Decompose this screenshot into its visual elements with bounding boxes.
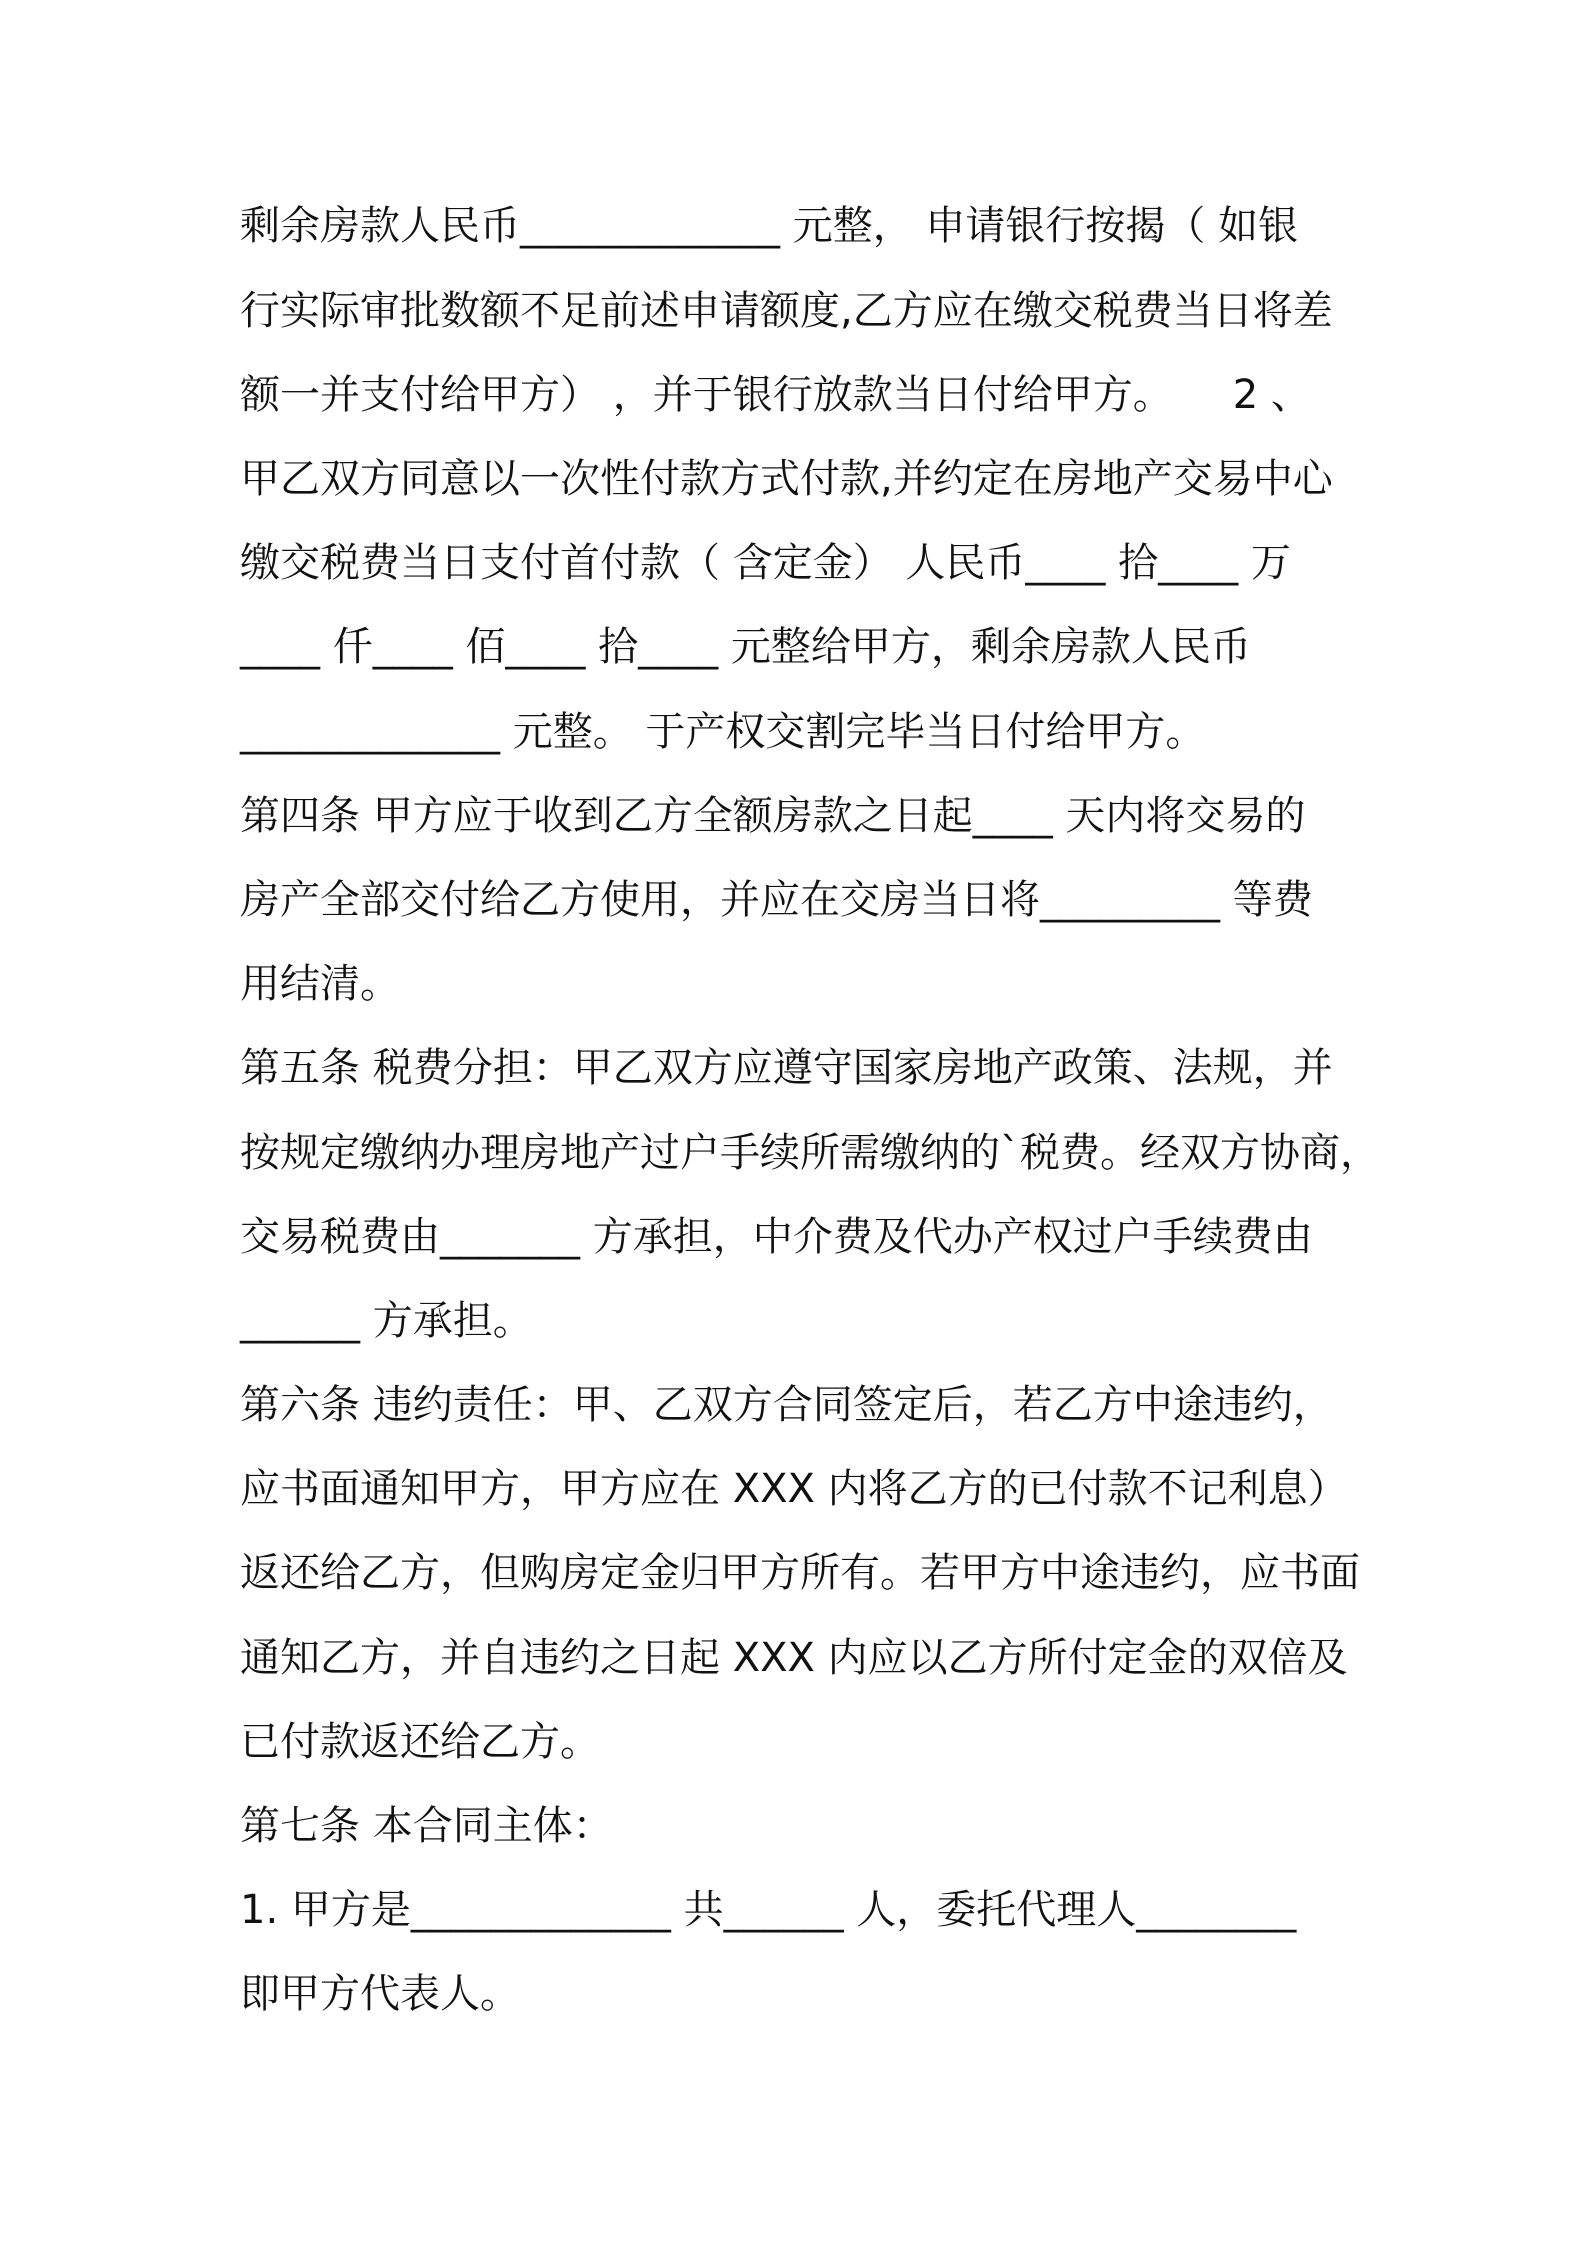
text-line: 缴交税费当日支付首付款（ 含定金） 人民币____ 拾____ 万 xyxy=(240,540,1291,586)
text-line: 行实际审批数额不足前述申请额度,乙方应在缴交税费当日将差 xyxy=(240,288,1333,334)
text-line: 交易税费由_______ 方承担，中介费及代办产权过户手续费由 xyxy=(240,1214,1313,1260)
text-line: 额一并支付给甲方） ，并于银行放款当日付给甲方。 2 、 xyxy=(240,372,1311,418)
article-7-line: 第七条 本合同主体： xyxy=(240,1803,613,1849)
text-line: 剩余房款人民币_____________ 元整， 申请银行按揭（ 如银 xyxy=(240,203,1299,249)
text-line: ______ 方承担。 xyxy=(240,1298,533,1344)
text-line: 房产全部交付给乙方使用，并应在交房当日将_________ 等费 xyxy=(240,877,1313,923)
text-line: 返还给乙方，但购房定金归甲方所有。若甲方中途违约，应书面 xyxy=(240,1550,1360,1596)
article-6-line: 第六条 违约责任：甲、乙双方合同签定后，若乙方中途违约， xyxy=(240,1382,1333,1428)
text-line: 应书面通知甲方，甲方应在 XXX 内将乙方的已付款不记利息） xyxy=(240,1466,1348,1512)
text-line: 按规定缴纳办理房地产过户手续所需缴纳的`税费。经双方协商， xyxy=(240,1130,1380,1176)
article-4-line: 第四条 甲方应于收到乙方全额房款之日起____ 天内将交易的 xyxy=(240,793,1306,839)
text-line: _____________ 元整。 于产权交割完毕当日付给甲方。 xyxy=(240,709,1206,755)
text-line: 即甲方代表人。 xyxy=(240,1971,520,2017)
text-line: ____ 仟____ 佰____ 拾____ 元整给甲方，剩余房款人民币 xyxy=(240,624,1251,670)
text-line: 通知乙方，并自违约之日起 XXX 内应以乙方所付定金的双倍及 xyxy=(240,1635,1348,1681)
text-line: 1. 甲方是_____________ 共______ 人，委托代理人________ xyxy=(240,1887,1297,1933)
article-5-line: 第五条 税费分担：甲乙双方应遵守国家房地产政策、法规，并 xyxy=(240,1045,1333,1091)
text-line: 已付款返还给乙方。 xyxy=(240,1719,600,1765)
text-line: 甲乙双方同意以一次性付款方式付款,并约定在房地产交易中心 xyxy=(240,456,1333,502)
text-line: 用结清。 xyxy=(240,961,400,1007)
